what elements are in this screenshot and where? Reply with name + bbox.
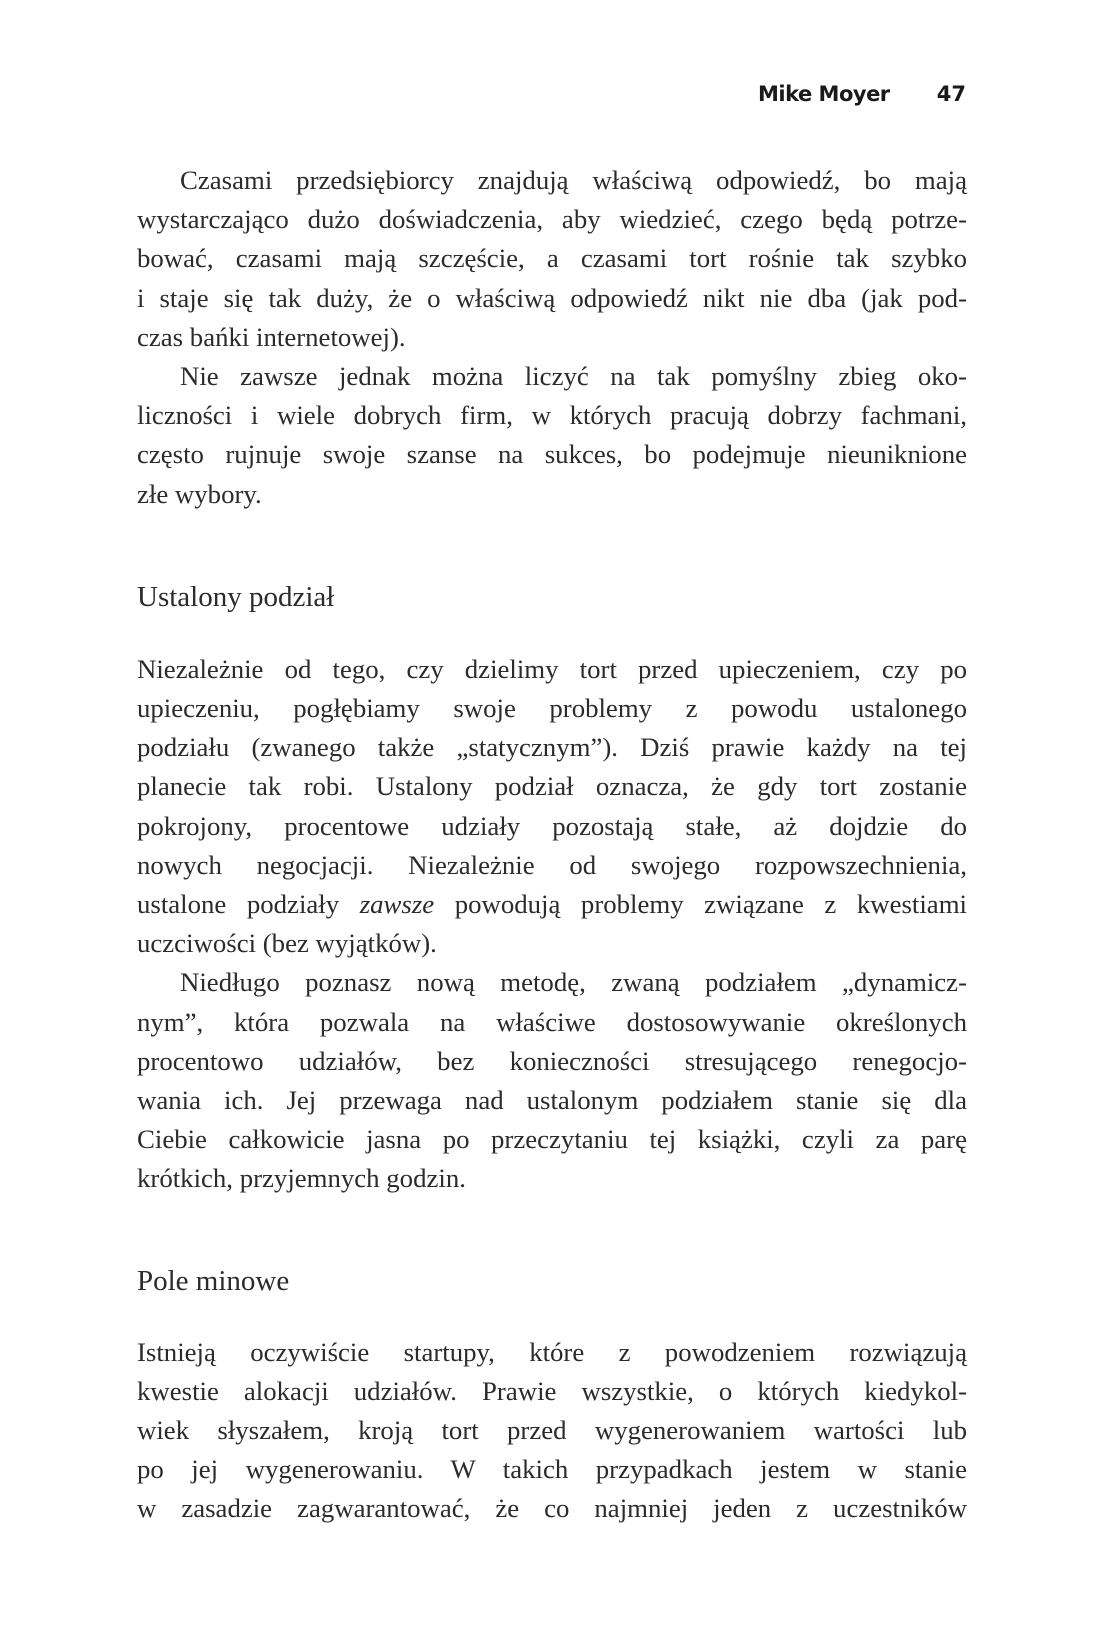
text-line: krótkich, przyjemnych godzin. [137,1163,466,1194]
text-line: Ciebie całkowicie jasna po przeczytaniu tej książki, czyli za parę [137,1124,967,1155]
body-text [137,161,967,1529]
section-heading-ustalony-podzial: Ustalony podział [137,580,335,613]
page-number: 47 [936,82,966,106]
text-line: upieczeniu, pogłębiamy swoje problemy z powodu ustalonego [137,693,967,724]
text-line: wiek słyszałem, kroją tort przed wygenerowaniem wartości lub [137,1415,967,1446]
text-line: Niedługo poznasz nową metodę, zwaną podziałem „dynamicz- [180,967,967,998]
text-line: procentowo udziałów, bez konieczności stresującego renegocjo- [137,1045,967,1076]
emphasis-zawsze: zawsze [359,889,435,920]
paragraph-section2-1 [137,1333,967,1529]
text-line: podziału (zwanego także „statycznym”). Dziś prawie każdy na tej [137,732,967,763]
text-line: wystarczająco dużo doświadczenia, aby wiedzieć, czego będą potrze- [137,204,967,235]
text-line: Istnieją oczywiście startupy, które z powodzeniem rozwiązują [137,1336,967,1367]
paragraph-section1-1 [137,650,967,964]
text-line: liczności i wiele dobrych firm, w których pracują dobrzy fachmani, [137,400,967,431]
text-line: złe wybory. [137,478,262,509]
text-line: w zasadzie zagwarantować, że co najmniej jeden z uczestników [137,1493,967,1524]
author-name: Mike Moyer [758,82,890,106]
text-line: często rujnuje swoje szanse na sukces, bo podejmuje nieuniknione [137,439,967,470]
text-line: po jej wygenerowaniu. W takich przypadkach jestem w stanie [137,1454,967,1485]
text-line-with-emphasis [137,885,967,924]
running-header [700,82,966,112]
text-line: Czasami przedsiębiorcy znajdują właściwą odpowiedź, bo mają [180,165,967,195]
text-line: uczciwości (bez wyjątków). [137,928,437,959]
text-line: planecie tak robi. Ustalony podział oznacza, że gdy tort zostanie [137,771,967,802]
text-line: bować, czasami mają szczęście, a czasami tort rośnie tak szybko [137,243,967,274]
text-segment: ustalone podziały [137,889,360,920]
text-segment: powodują problemy związane z kwestiami [434,889,967,920]
text-line: i staje się tak duży, że o właściwą odpowiedź nikt nie dba (jak pod- [137,282,967,313]
paragraph-intro-2 [137,357,967,514]
text-line: czas bańki internetowej). [137,321,406,352]
section-heading-pole-minowe: Pole minowe [137,1264,290,1297]
text-line: pokrojony, procentowe udziały pozostają stałe, aż dojdzie do [137,810,967,841]
text-line: kwestie alokacji udziałów. Prawie wszystkie, o których kiedykol- [137,1375,967,1406]
text-line: Nie zawsze jednak można liczyć na tak pomyślny zbieg oko- [180,361,967,392]
paragraph-section1-2 [137,963,967,1198]
text-line: nowych negocjacji. Niezależnie od swojego rozpowszechnienia, [137,849,967,880]
text-line: Niezależnie od tego, czy dzielimy tort przed upieczeniem, czy po [137,653,967,684]
paragraph-intro-1 [137,161,967,357]
text-line: nym”, która pozwala na właściwe dostosowywanie określonych [137,1006,967,1037]
text-line: wania ich. Jej przewaga nad ustalonym podziałem stanie się dla [137,1085,967,1116]
